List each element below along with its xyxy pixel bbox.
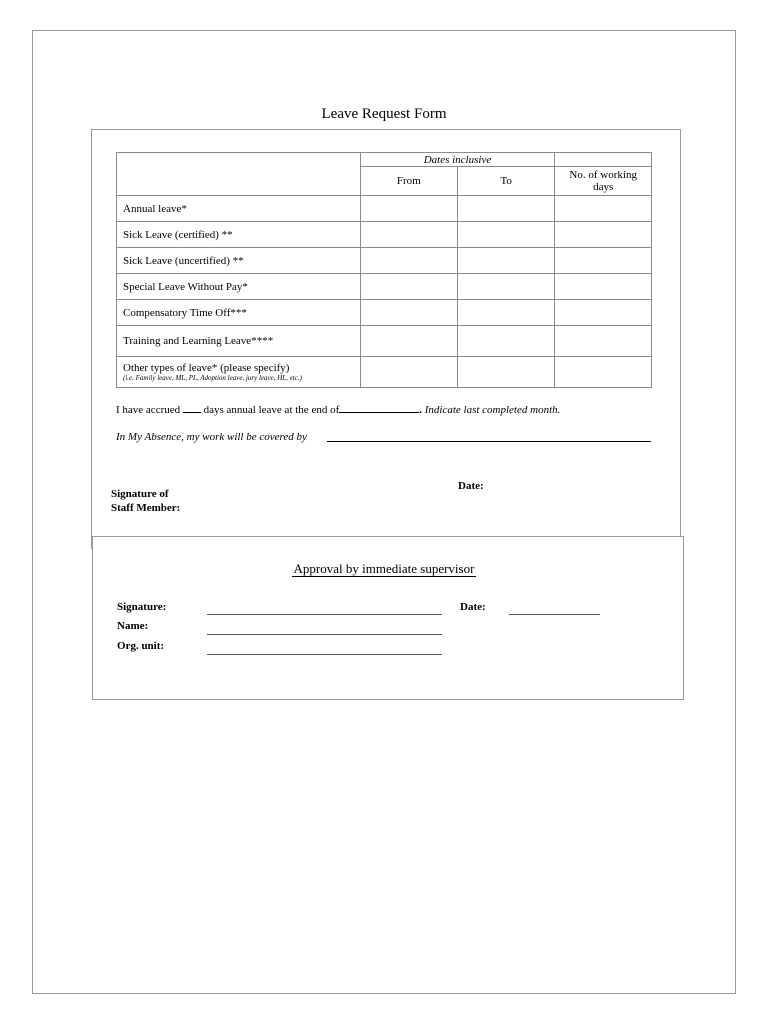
days-cell[interactable] — [555, 222, 652, 248]
table-header-blank — [117, 153, 361, 196]
table-row — [117, 274, 652, 300]
table-row — [117, 357, 652, 388]
leave-type-label: Sick Leave (certified) ** — [117, 222, 361, 248]
from-cell[interactable] — [360, 357, 457, 388]
table-row — [117, 222, 652, 248]
to-cell[interactable] — [458, 274, 555, 300]
table-header-row — [117, 153, 652, 167]
absence-cover-field[interactable] — [327, 441, 651, 442]
accrued-month-field[interactable] — [339, 412, 419, 413]
staff-member-text: Staff Member: — [111, 502, 181, 514]
days-cell[interactable] — [555, 300, 652, 326]
to-header: To — [458, 167, 555, 196]
days-cell[interactable] — [555, 248, 652, 274]
leave-table — [116, 152, 652, 388]
to-cell[interactable] — [458, 326, 555, 357]
supervisor-signature-label: Signature: — [117, 601, 167, 613]
other-leave-label: Other types of leave* (please specify) — [123, 362, 290, 374]
from-header: From — [360, 167, 457, 196]
to-cell[interactable] — [458, 222, 555, 248]
approval-title — [0, 561, 768, 577]
table-row — [117, 326, 652, 357]
days-cell[interactable] — [555, 326, 652, 357]
leave-type-label: Special Leave Without Pay* — [117, 274, 361, 300]
other-leave-note: (i.e. Family leave, ML, PL, Adoption leave, jury leave, HL, etc.) — [123, 374, 302, 382]
table-row — [117, 248, 652, 274]
table-header-blank-right — [555, 153, 652, 167]
supervisor-name-label: Name: — [117, 620, 149, 632]
table-row — [117, 196, 652, 222]
supervisor-signature-field[interactable] — [207, 614, 442, 615]
supervisor-org-label: Org. unit: — [117, 640, 165, 652]
form-title: Leave Request Form — [321, 106, 447, 122]
absence-statement — [116, 431, 307, 443]
approval-title-text: Approval by immediate supervisor — [293, 561, 475, 576]
from-cell[interactable] — [360, 248, 457, 274]
accrued-statement: I have accrued days annual leave at the end of . Indicate last completed month. — [116, 404, 561, 416]
days-cell[interactable] — [555, 357, 652, 388]
to-cell[interactable] — [458, 196, 555, 222]
supervisor-date-label: Date: — [460, 601, 486, 613]
from-cell[interactable] — [360, 222, 457, 248]
leave-type-label: Compensatory Time Off*** — [117, 300, 361, 326]
staff-date-label: Date: — [458, 480, 484, 492]
from-cell[interactable] — [360, 326, 457, 357]
absence-label: In My Absence, my work will be covered by — [116, 431, 307, 443]
to-cell[interactable] — [458, 357, 555, 388]
table-row — [117, 300, 652, 326]
to-cell[interactable] — [458, 300, 555, 326]
staff-signature-label — [111, 487, 180, 515]
days-cell[interactable] — [555, 196, 652, 222]
accrued-suffix: Indicate last completed month. — [424, 404, 561, 416]
from-cell[interactable] — [360, 300, 457, 326]
other-leave-cell — [117, 357, 361, 388]
supervisor-name-field[interactable] — [207, 634, 442, 635]
leave-type-label: Sick Leave (uncertified) ** — [117, 248, 361, 274]
days-cell[interactable] — [555, 274, 652, 300]
leave-type-label: Annual leave* — [117, 196, 361, 222]
from-cell[interactable] — [360, 274, 457, 300]
working-days-header: No. of working days — [555, 167, 652, 196]
supervisor-org-field[interactable] — [207, 654, 442, 655]
supervisor-date-field[interactable] — [509, 614, 600, 615]
to-cell[interactable] — [458, 248, 555, 274]
dates-inclusive-header: Dates inclusive — [360, 153, 555, 167]
accrued-middle: days annual leave at the end of — [203, 404, 340, 416]
signature-of-text: Signature of — [111, 488, 169, 500]
accrued-prefix: I have accrued — [116, 404, 181, 416]
from-cell[interactable] — [360, 196, 457, 222]
accrued-days-field[interactable] — [183, 412, 201, 413]
leave-type-label: Training and Learning Leave**** — [117, 326, 361, 357]
